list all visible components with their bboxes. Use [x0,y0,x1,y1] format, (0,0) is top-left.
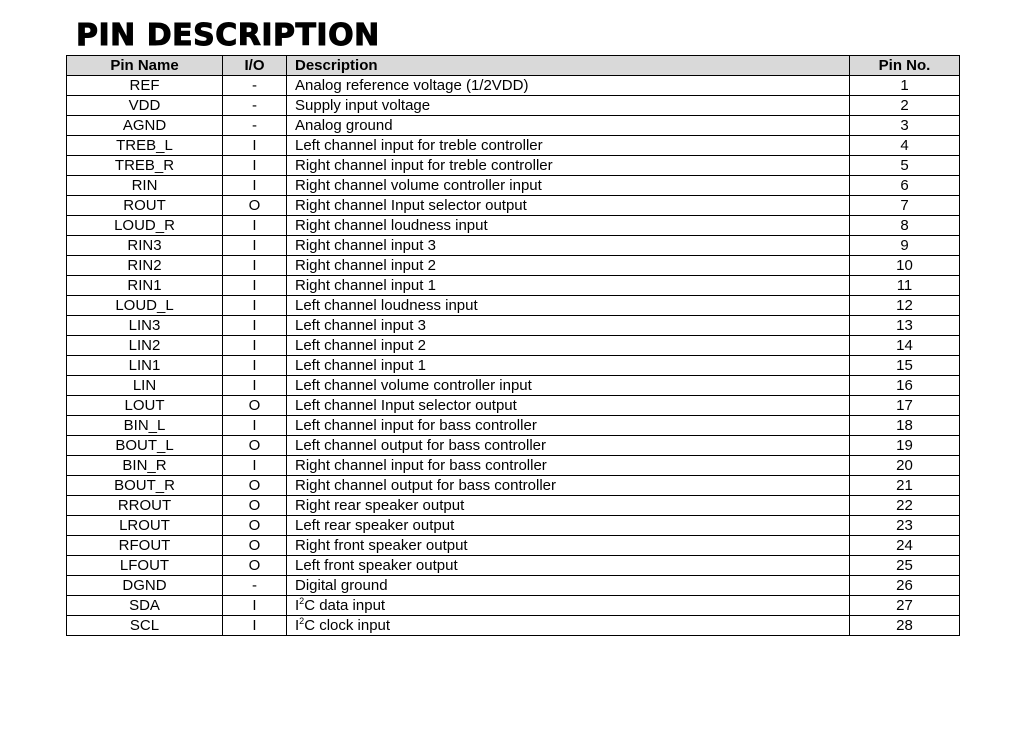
description-text: I [295,617,300,634]
header-pin-name: Pin Name [67,56,223,76]
pin-name-cell: LIN [67,376,223,396]
description-cell: Analog ground [287,116,850,136]
table-row [67,236,960,256]
superscript: 2 [299,616,305,626]
description-cell: Left channel volume controller input [287,376,850,396]
description-cell: Left channel Input selector output [287,396,850,416]
table-row [67,596,960,616]
description-cell: Right channel input 3 [287,236,850,256]
description-cell: Analog reference voltage (1/2VDD) [287,76,850,96]
table-row [67,216,960,236]
io-cell: O [223,476,287,496]
pin-name-cell: RIN [67,176,223,196]
pin-no-cell: 19 [850,436,960,456]
pin-no-cell: 1 [850,76,960,96]
description-cell: Right rear speaker output [287,496,850,516]
io-cell: I [223,256,287,276]
description-text-rest: C clock input [304,617,391,634]
io-cell: I [223,216,287,236]
pin-name-cell: ROUT [67,196,223,216]
pin-name-cell: BIN_R [67,456,223,476]
pin-name-cell: RFOUT [67,536,223,556]
description-cell [287,616,850,636]
description-cell: Right channel volume controller input [287,176,850,196]
io-cell: I [223,156,287,176]
io-cell: I [223,276,287,296]
pin-no-cell: 16 [850,376,960,396]
io-cell: I [223,176,287,196]
description-cell: Left channel input 3 [287,316,850,336]
table-row [67,376,960,396]
io-cell: I [223,296,287,316]
table-row [67,176,960,196]
pin-no-cell: 21 [850,476,960,496]
description-cell: Left channel input for treble controller [287,136,850,156]
description-cell: Digital ground [287,576,850,596]
description-cell: Right front speaker output [287,536,850,556]
pin-name-cell: REF [67,76,223,96]
io-cell: I [223,336,287,356]
description-cell: Right channel output for bass controller [287,476,850,496]
io-cell: - [223,76,287,96]
description-cell: Right channel input for treble controller [287,156,850,176]
io-cell: O [223,496,287,516]
description-text-rest: C data input [304,597,386,614]
description-cell: Right channel input for bass controller [287,456,850,476]
table-row [67,536,960,556]
pin-no-cell: 5 [850,156,960,176]
description-cell: Left rear speaker output [287,516,850,536]
pin-name-cell: TREB_L [67,136,223,156]
description-cell: Right channel input 1 [287,276,850,296]
io-cell: - [223,96,287,116]
pin-name-cell: LROUT [67,516,223,536]
io-cell: O [223,436,287,456]
pin-name-cell: BOUT_R [67,476,223,496]
pin-no-cell: 14 [850,336,960,356]
table-row [67,256,960,276]
table-row [67,76,960,96]
pin-name-cell: LIN3 [67,316,223,336]
description-cell: Left channel input for bass controller [287,416,850,436]
io-cell: O [223,536,287,556]
pin-name-cell: TREB_R [67,156,223,176]
table-row [67,96,960,116]
header-io: I/O [223,56,287,76]
table-row [67,556,960,576]
io-cell: I [223,616,287,636]
table-row [67,156,960,176]
pin-no-cell: 18 [850,416,960,436]
pin-name-cell: RROUT [67,496,223,516]
pin-name-cell: LIN1 [67,356,223,376]
pin-no-cell: 3 [850,116,960,136]
table-row [67,616,960,636]
pin-name-cell: SDA [67,596,223,616]
pin-name-cell: LIN2 [67,336,223,356]
pin-no-cell: 13 [850,316,960,336]
pin-no-cell: 4 [850,136,960,156]
description-cell [287,596,850,616]
pin-no-cell: 24 [850,536,960,556]
io-cell: I [223,356,287,376]
table-row [67,136,960,156]
table-row [67,436,960,456]
page-title: PIN DESCRIPTION [76,18,380,53]
description-cell: Left channel input 1 [287,356,850,376]
table-row [67,476,960,496]
pin-no-cell: 11 [850,276,960,296]
io-cell: - [223,576,287,596]
header-description: Description [287,56,850,76]
pin-name-cell: RIN2 [67,256,223,276]
pin-no-cell: 20 [850,456,960,476]
description-cell: Supply input voltage [287,96,850,116]
io-cell: O [223,396,287,416]
io-cell: I [223,416,287,436]
pin-name-cell: AGND [67,116,223,136]
table-row [67,196,960,216]
pin-name-cell: LOUD_R [67,216,223,236]
io-cell: O [223,196,287,216]
pin-no-cell: 2 [850,96,960,116]
pin-no-cell: 8 [850,216,960,236]
pin-no-cell: 15 [850,356,960,376]
pin-name-cell: LOUD_L [67,296,223,316]
pin-name-cell: DGND [67,576,223,596]
pin-description-table [66,55,960,636]
table-row [67,356,960,376]
pin-no-cell: 27 [850,596,960,616]
table-row [67,416,960,436]
io-cell: I [223,376,287,396]
io-cell: I [223,596,287,616]
table-header [67,56,960,76]
pin-no-cell: 9 [850,236,960,256]
pin-name-cell: RIN3 [67,236,223,256]
description-cell: Right channel loudness input [287,216,850,236]
pin-name-cell: LOUT [67,396,223,416]
io-cell: I [223,456,287,476]
pin-no-cell: 23 [850,516,960,536]
io-cell: O [223,516,287,536]
table-row [67,516,960,536]
table-row [67,456,960,476]
pin-no-cell: 12 [850,296,960,316]
table-row [67,276,960,296]
pin-name-cell: BIN_L [67,416,223,436]
pin-no-cell: 22 [850,496,960,516]
table-row [67,116,960,136]
description-cell: Left channel input 2 [287,336,850,356]
superscript: 2 [299,596,305,606]
table-row [67,496,960,516]
table-row [67,336,960,356]
pin-name-cell: LFOUT [67,556,223,576]
table-row [67,396,960,416]
pin-no-cell: 26 [850,576,960,596]
header-row [67,56,960,76]
table-row [67,296,960,316]
io-cell: - [223,116,287,136]
description-text: I [295,597,300,614]
pin-no-cell: 7 [850,196,960,216]
description-cell: Left channel output for bass controller [287,436,850,456]
pin-no-cell: 28 [850,616,960,636]
description-cell: Right channel Input selector output [287,196,850,216]
io-cell: I [223,316,287,336]
table-row [67,576,960,596]
io-cell: O [223,556,287,576]
table-row [67,316,960,336]
description-cell: Right channel input 2 [287,256,850,276]
pin-name-cell: VDD [67,96,223,116]
io-cell: I [223,136,287,156]
table-body [67,76,960,636]
pin-name-cell: RIN1 [67,276,223,296]
io-cell: I [223,236,287,256]
pin-name-cell: SCL [67,616,223,636]
description-cell: Left channel loudness input [287,296,850,316]
pin-no-cell: 17 [850,396,960,416]
pin-no-cell: 6 [850,176,960,196]
header-pin-no: Pin No. [850,56,960,76]
pin-no-cell: 25 [850,556,960,576]
pin-no-cell: 10 [850,256,960,276]
pin-name-cell: BOUT_L [67,436,223,456]
description-cell: Left front speaker output [287,556,850,576]
